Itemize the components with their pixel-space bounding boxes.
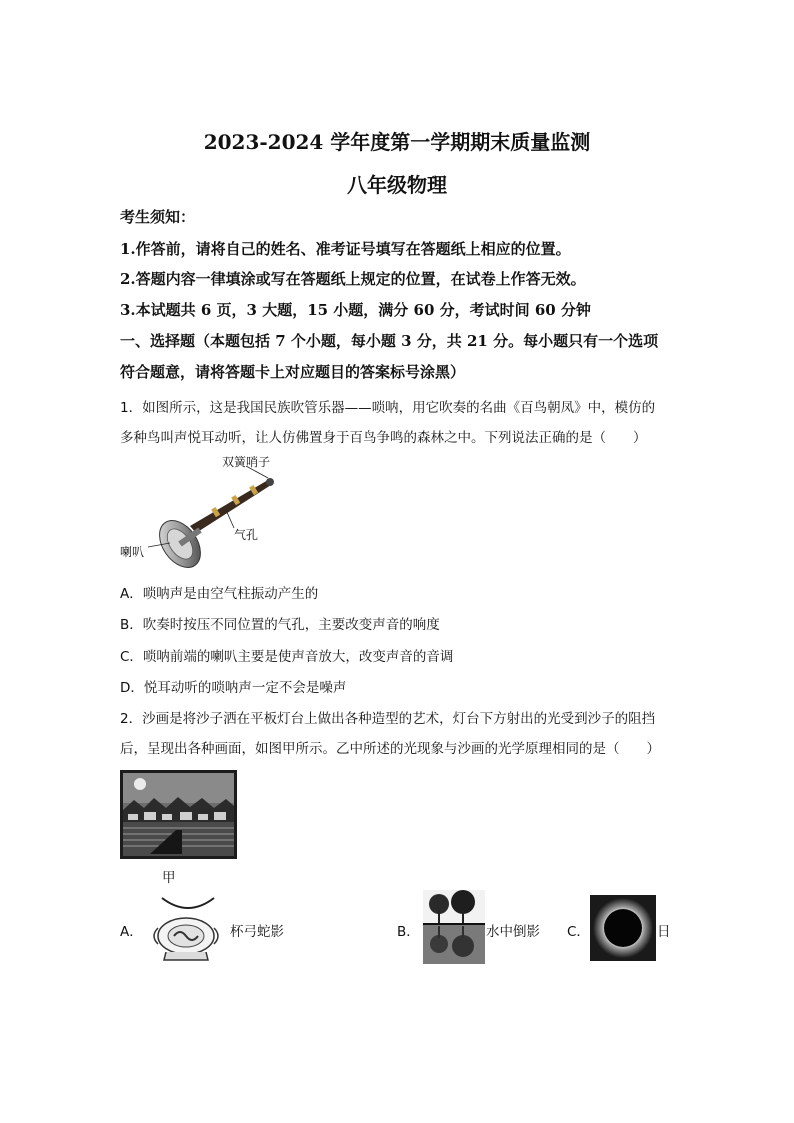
notice-item: 2.答题内容一律填涂或写在答题纸上规定的位置，在试卷上作答无效。: [120, 270, 586, 288]
section-heading-cont: 符合题意，请将答题卡上对应题目的答案标号涂黑）: [120, 363, 466, 381]
q1-option-c: C．唢呐前端的喇叭主要是使声音放大，改变声音的音调: [120, 649, 454, 665]
label-reed: 双簧哨子: [222, 455, 271, 469]
suona-tube: [190, 480, 271, 533]
figure-caption-jia: 甲: [162, 870, 176, 886]
section-heading: 一、选择题（本题包括 7 个小题，每小题 3 分，共 21 分。每小题只有一个选项: [120, 332, 659, 350]
q1-option-b: B．吹奏时按压不同位置的气孔，主要改变声音的响度: [120, 617, 440, 633]
notice-item: 3.本试题共 6 页，3 大题，15 小题，满分 60 分，考试时间 60 分钟: [120, 301, 591, 319]
q2-option-b-letter: B．: [397, 924, 420, 940]
question-1-text: 1．如图所示，这是我国民族吹管乐器——唢呐，用它吹奏的名曲《百鸟朝凤》中，模仿的: [120, 400, 656, 416]
label-bell: 喇叭: [120, 545, 145, 559]
solar-eclipse-image: [590, 895, 656, 961]
question-2-text-cont: 后，呈现出各种画面，如图甲所示。乙中所述的光现象与沙画的光学原理相同的是（ ）: [120, 741, 660, 757]
question-2-text: 2．沙画是将沙子洒在平板灯台上做出各种造型的艺术，灯台下方射出的光受到沙子的阻挡: [120, 711, 656, 727]
q2-option-c-letter: C．: [567, 924, 590, 940]
sand-painting-image: [120, 770, 237, 859]
page-title: 2023-2024 学年度第一学期期末质量监测: [203, 130, 591, 154]
q1-option-a: A．唢呐声是由空气柱振动产生的: [120, 586, 319, 602]
q1-option-d: D．悦耳动听的唢呐声一定不会是噪声: [120, 680, 347, 696]
q2-option-a-label: 杯弓蛇影: [230, 924, 284, 940]
water-reflection-image: [423, 890, 485, 964]
reed-tip: [266, 478, 274, 486]
q2-option-a-letter: A．: [120, 924, 143, 940]
page-subtitle: 八年级物理: [347, 173, 447, 197]
q2-option-b-label: 水中倒影: [486, 924, 540, 940]
label-air-holes: 气孔: [234, 528, 259, 542]
notice-heading: 考生须知：: [120, 208, 196, 226]
question-1-text-cont: 多种鸟叫声悦耳动听，让人仿佛置身于百鸟争鸣的森林之中。下列说法正确的是（ ）: [120, 430, 647, 446]
q2-option-c-label: 日: [657, 924, 671, 940]
cup-snake-image: [148, 892, 226, 964]
notice-item: 1.作答前，请将自己的姓名、准考证号填写在答题纸上相应的位置。: [120, 240, 571, 258]
